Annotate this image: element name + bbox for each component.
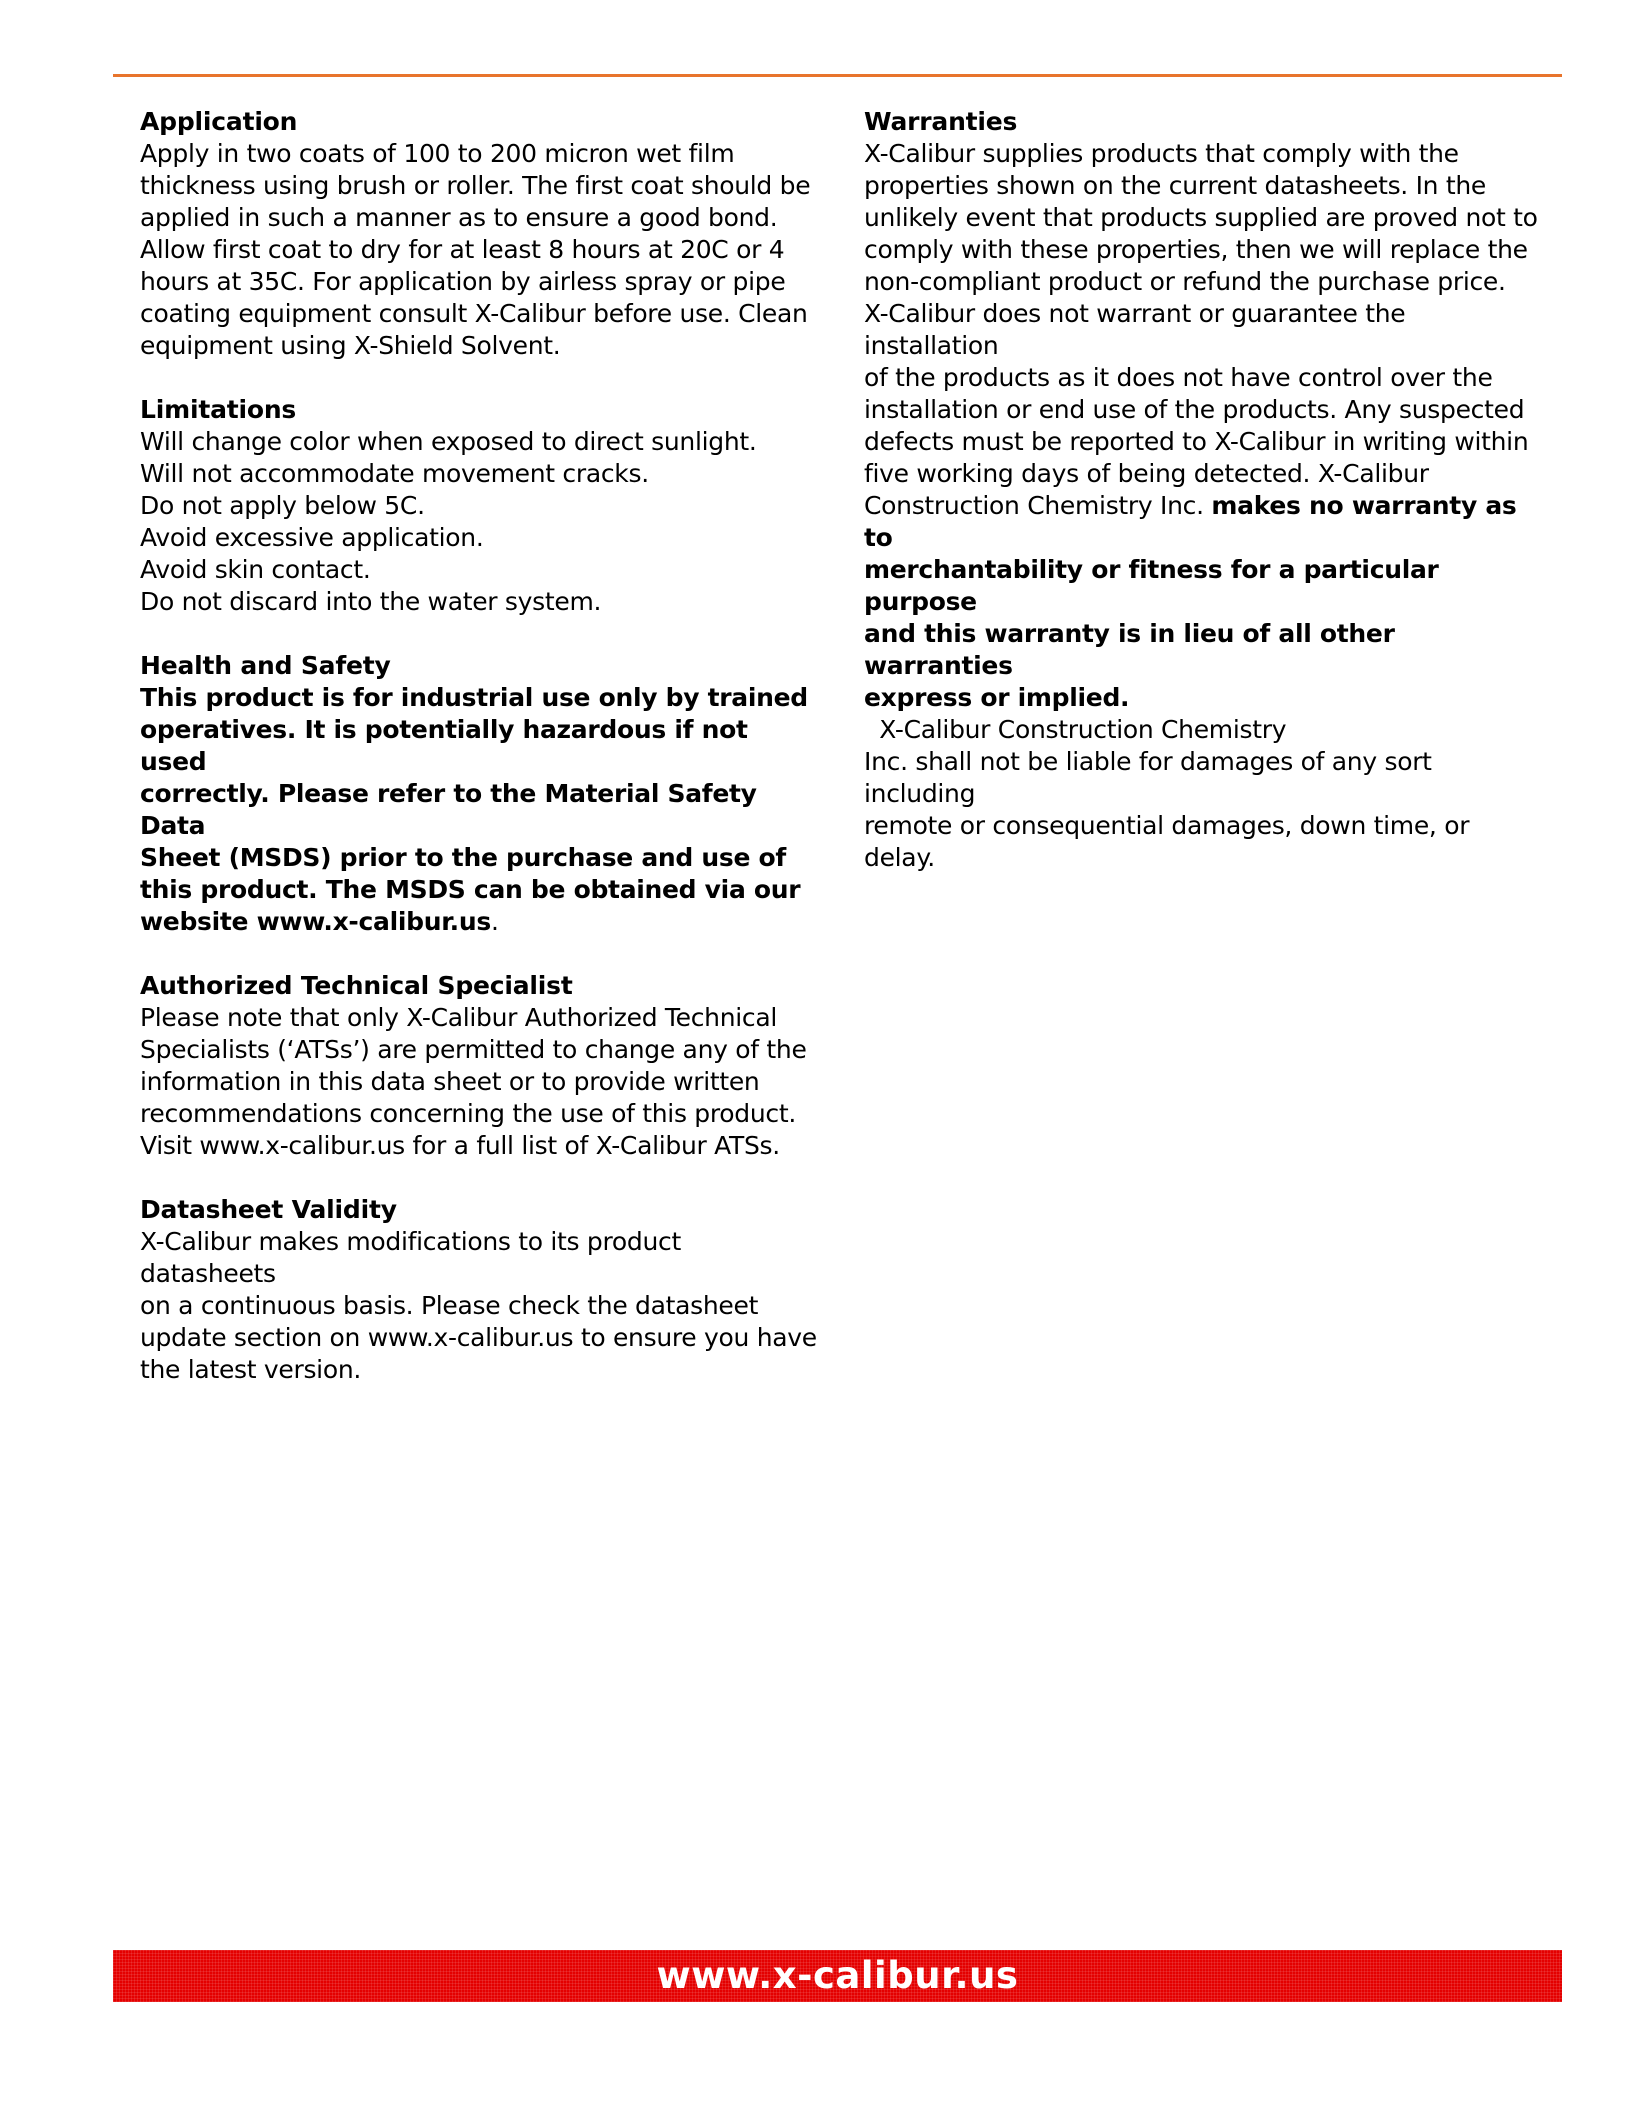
warranties-bold-line: merchantability or fitness for a particular purpose [864,555,1439,616]
warranties-line: properties shown on the current datasheets. In the [864,171,1486,200]
health-safety-line: this product. The MSDS can be obtained via our [140,875,801,904]
health-safety-heading: Health and Safety [140,651,391,680]
warranties-line: X-Calibur does not warrant or guarantee the installation [864,299,1406,360]
warranties-express-segment: express or implied. [864,683,1130,712]
health-safety-website: website www.x-calibur.us [140,907,491,936]
limitation-item: Will not accommodate movement cracks. [140,459,649,488]
validity-line: update section on www.x-calibur.us to ensure you have [140,1323,817,1352]
limitation-item: Will change color when exposed to direct sunlight. [140,427,757,456]
warranties-line: of the products as it does not have control over the [864,363,1493,392]
warranties-line: five working days of being detected. X-Calibur [864,459,1429,488]
warranties-bold-line: and this warranty is in lieu of all other warranties [864,619,1395,680]
ats-body [140,1002,820,1162]
health-safety-line [140,906,820,938]
warranties-line: unlikely event that products supplied are proved not to [864,203,1538,232]
footer-banner [113,1950,1562,2002]
application-line: equipment using X-Shield Solvent. [140,331,561,360]
application-line: Apply in two coats of 100 to 200 micron wet film [140,139,735,168]
footer-website-link[interactable]: www.x-calibur.us [656,1954,1019,1997]
top-divider [113,74,1562,77]
warranties-plain-segment: Construction Chemistry Inc. [864,491,1212,520]
limitation-item: Avoid excessive application. [140,523,484,552]
ats-line: information in this data sheet or to provide written [140,1067,760,1096]
limitation-item: Do not discard into the water system. [140,587,602,616]
left-column [140,106,820,1418]
warranties-line [864,682,1544,746]
limitations-section [140,394,820,618]
validity-heading: Datasheet Validity [140,1195,397,1224]
health-safety-line: This product is for industrial use only by trained [140,683,808,712]
validity-body [140,1226,820,1386]
health-safety-section [140,650,820,938]
application-line: applied in such a manner as to ensure a good bond. [140,203,778,232]
limitations-heading: Limitations [140,395,297,424]
ats-line: Specialists (‘ATSs’) are permitted to change any of the [140,1035,807,1064]
warranties-line: Inc. shall not be liable for damages of any sort including [864,747,1432,808]
warranties-heading: Warranties [864,107,1018,136]
warranties-line: defects must be reported to X-Calibur in writing within [864,427,1529,456]
ats-line: recommendations concerning the use of this product. [140,1099,797,1128]
health-safety-line: Sheet (MSDS) prior to the purchase and use of [140,843,787,872]
warranties-line: non-compliant product or refund the purchase price. [864,267,1506,296]
warranties-line: X-Calibur supplies products that comply with the [864,139,1459,168]
warranties-express-tail: X-Calibur Construction Chemistry [864,715,1287,744]
warranties-body [864,138,1544,874]
validity-line: X-Calibur makes modifications to its product datasheets [140,1227,681,1288]
application-heading: Application [140,107,298,136]
ats-line: Please note that only X-Calibur Authorized Technical [140,1003,778,1032]
limitation-item: Avoid skin contact. [140,555,371,584]
warranties-line: installation or end use of the products. Any suspected [864,395,1525,424]
limitations-body [140,426,820,618]
validity-line: on a continuous basis. Please check the datasheet [140,1291,759,1320]
application-line: hours at 35C. For application by airless spray or pipe [140,267,786,296]
application-line: thickness using brush or roller. The first coat should be [140,171,811,200]
right-column [864,106,1544,906]
application-line: coating equipment consult X-Calibur before use. Clean [140,299,808,328]
validity-section [140,1194,820,1386]
health-safety-line: operatives. It is potentially hazardous if not used [140,715,748,776]
warranties-section [864,106,1544,874]
validity-line: the latest version. [140,1355,362,1384]
application-section [140,106,820,362]
warranties-bold-segment: makes no warranty as to [864,491,1517,552]
warranties-line: remote or consequential damages, down time, or delay. [864,811,1470,872]
application-body [140,138,820,362]
application-line: Allow first coat to dry for at least 8 hours at 20C or 4 [140,235,785,264]
warranties-line [864,490,1544,554]
health-safety-period: . [490,907,499,936]
ats-heading: Authorized Technical Specialist [140,971,573,1000]
health-safety-body [140,682,820,938]
ats-section [140,970,820,1162]
warranties-line: comply with these properties, then we will replace the [864,235,1528,264]
ats-line: Visit www.x-calibur.us for a full list of X-Calibur ATSs. [140,1131,780,1160]
health-safety-line: correctly. Please refer to the Material Safety Data [140,779,757,840]
limitation-item: Do not apply below 5C. [140,491,425,520]
